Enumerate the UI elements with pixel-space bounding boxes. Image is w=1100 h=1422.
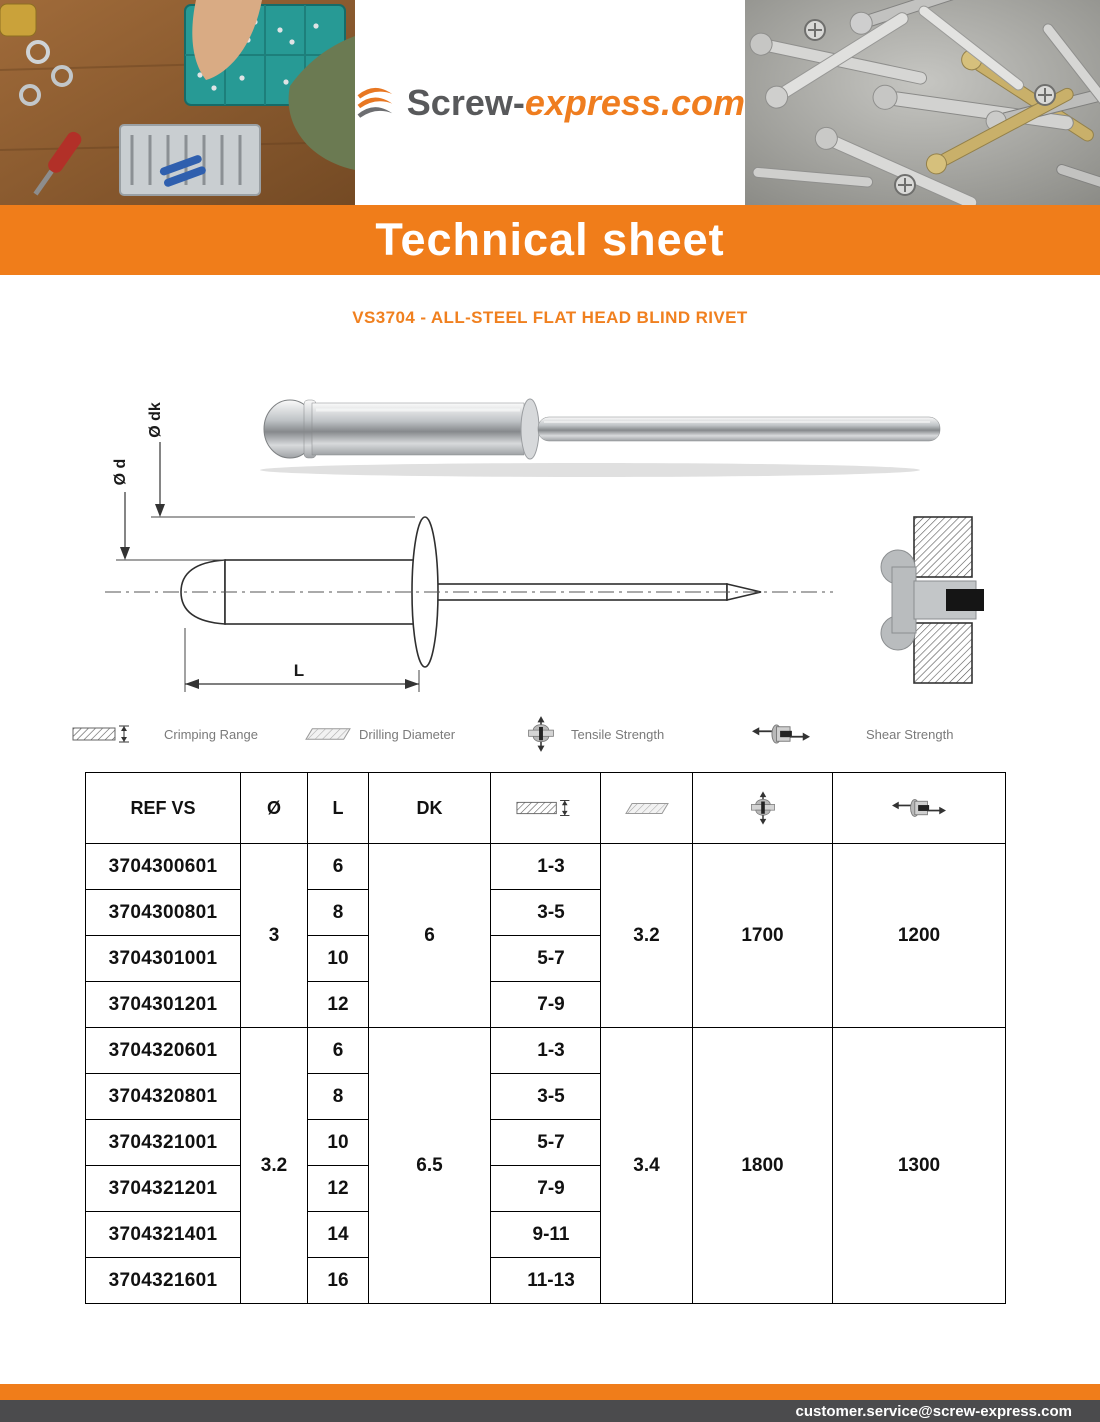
tensile-strength-icon xyxy=(750,791,776,825)
ref-cell: 3704320801 xyxy=(86,1074,241,1120)
col-header-ref: REF VS xyxy=(86,773,241,844)
banner-title: Technical sheet xyxy=(375,214,725,265)
length-cell: 10 xyxy=(308,1120,369,1166)
screw-express-logo-icon xyxy=(355,77,395,129)
ref-cell: 3704300801 xyxy=(86,890,241,936)
table-row xyxy=(86,844,1006,890)
table-header-row xyxy=(86,773,1006,844)
length-cell: 10 xyxy=(308,936,369,982)
legend-label-drilling-diameter: Drilling Diameter xyxy=(359,726,456,742)
drilling-diameter-icon xyxy=(305,726,351,742)
spec-table-body xyxy=(86,844,1006,1304)
ref-cell: 3704321001 xyxy=(86,1120,241,1166)
col-header-tensile-strength xyxy=(693,773,833,844)
ref-cell: 3704300601 xyxy=(86,844,241,890)
footer-bar xyxy=(0,1400,1100,1422)
diameter-cell: 3.2 xyxy=(241,1028,308,1304)
crimping-range-cell: 1-3 xyxy=(491,844,601,890)
tensile-strength-cell: 1700 xyxy=(693,844,833,1028)
legend-item-crimping-range xyxy=(72,712,258,756)
logo-text-screw: Screw- xyxy=(406,81,525,123)
shear-strength-icon xyxy=(752,722,810,746)
shear-strength-cell: 1200 xyxy=(833,844,1006,1028)
length-cell: 6 xyxy=(308,1028,369,1074)
tensile-strength-icon xyxy=(527,716,555,752)
rivet-technical-drawing xyxy=(85,380,855,710)
crimping-range-cell: 7-9 xyxy=(491,1166,601,1212)
crimping-range-cell: 5-7 xyxy=(491,936,601,982)
drilling-diameter-cell: 3.2 xyxy=(601,844,693,1028)
shear-strength-icon xyxy=(892,797,946,819)
length-cell: 8 xyxy=(308,1074,369,1120)
shear-strength-cell: 1300 xyxy=(833,1028,1006,1304)
logo-text-express: express.com xyxy=(524,81,745,123)
dim-label-dk: Ø dk xyxy=(147,402,164,438)
col-header-dk: DK xyxy=(369,773,491,844)
col-header-crimping-range xyxy=(491,773,601,844)
drilling-diameter-icon xyxy=(625,801,669,816)
crimping-range-cell: 5-7 xyxy=(491,1120,601,1166)
ref-cell: 3704320601 xyxy=(86,1028,241,1074)
col-header-diameter: Ø xyxy=(241,773,308,844)
workbench-photo xyxy=(0,0,355,205)
legend-label-shear-strength: Shear Strength xyxy=(866,726,954,742)
logo-text xyxy=(407,82,745,124)
length-cell: 14 xyxy=(308,1212,369,1258)
ref-cell: 3704301201 xyxy=(86,982,241,1028)
diameter-cell: 3 xyxy=(241,844,308,1028)
legend-item-shear-strength xyxy=(752,712,953,756)
length-cell: 8 xyxy=(308,890,369,936)
installed-rivet-cross-section xyxy=(862,515,1002,685)
dim-label-d: Ø d xyxy=(112,458,129,486)
dk-cell: 6.5 xyxy=(369,1028,491,1304)
ref-cell: 3704321201 xyxy=(86,1166,241,1212)
drilling-diameter-cell: 3.4 xyxy=(601,1028,693,1304)
dim-label-l: L xyxy=(293,661,305,680)
length-cell: 12 xyxy=(308,982,369,1028)
ref-cell: 3704321601 xyxy=(86,1258,241,1304)
col-header-drilling-diameter xyxy=(601,773,693,844)
col-header-shear-strength xyxy=(833,773,1006,844)
product-title: VS3704 - ALL-STEEL FLAT HEAD BLIND RIVET xyxy=(352,308,748,327)
crimping-range-cell: 11-13 xyxy=(491,1258,601,1304)
legend-label-crimping-range: Crimping Range xyxy=(164,726,258,742)
legend-item-tensile-strength xyxy=(527,712,664,756)
length-cell: 6 xyxy=(308,844,369,890)
spec-table xyxy=(85,772,1005,1304)
screw-pile-photo xyxy=(745,0,1100,205)
legend-label-tensile-strength: Tensile Strength xyxy=(571,726,665,742)
dk-cell: 6 xyxy=(369,844,491,1028)
ref-cell: 3704321401 xyxy=(86,1212,241,1258)
logo-area xyxy=(355,0,745,205)
tensile-strength-cell: 1800 xyxy=(693,1028,833,1304)
crimping-range-cell: 9-11 xyxy=(491,1212,601,1258)
col-header-length: L xyxy=(308,773,369,844)
crimping-range-cell: 1-3 xyxy=(491,1028,601,1074)
length-cell: 12 xyxy=(308,1166,369,1212)
crimping-range-icon xyxy=(72,723,136,745)
crimping-range-cell: 3-5 xyxy=(491,890,601,936)
footer-email: customer.service@screw-express.com xyxy=(795,1402,1072,1420)
crimping-range-icon xyxy=(516,797,576,819)
footer-orange-stripe xyxy=(0,1384,1100,1400)
banner xyxy=(0,205,1100,275)
ref-cell: 3704301001 xyxy=(86,936,241,982)
legend-item-drilling-diameter xyxy=(305,712,455,756)
length-cell: 16 xyxy=(308,1258,369,1304)
legend xyxy=(0,712,1100,756)
crimping-range-cell: 3-5 xyxy=(491,1074,601,1120)
crimping-range-cell: 7-9 xyxy=(491,982,601,1028)
table-row xyxy=(86,1028,1006,1074)
